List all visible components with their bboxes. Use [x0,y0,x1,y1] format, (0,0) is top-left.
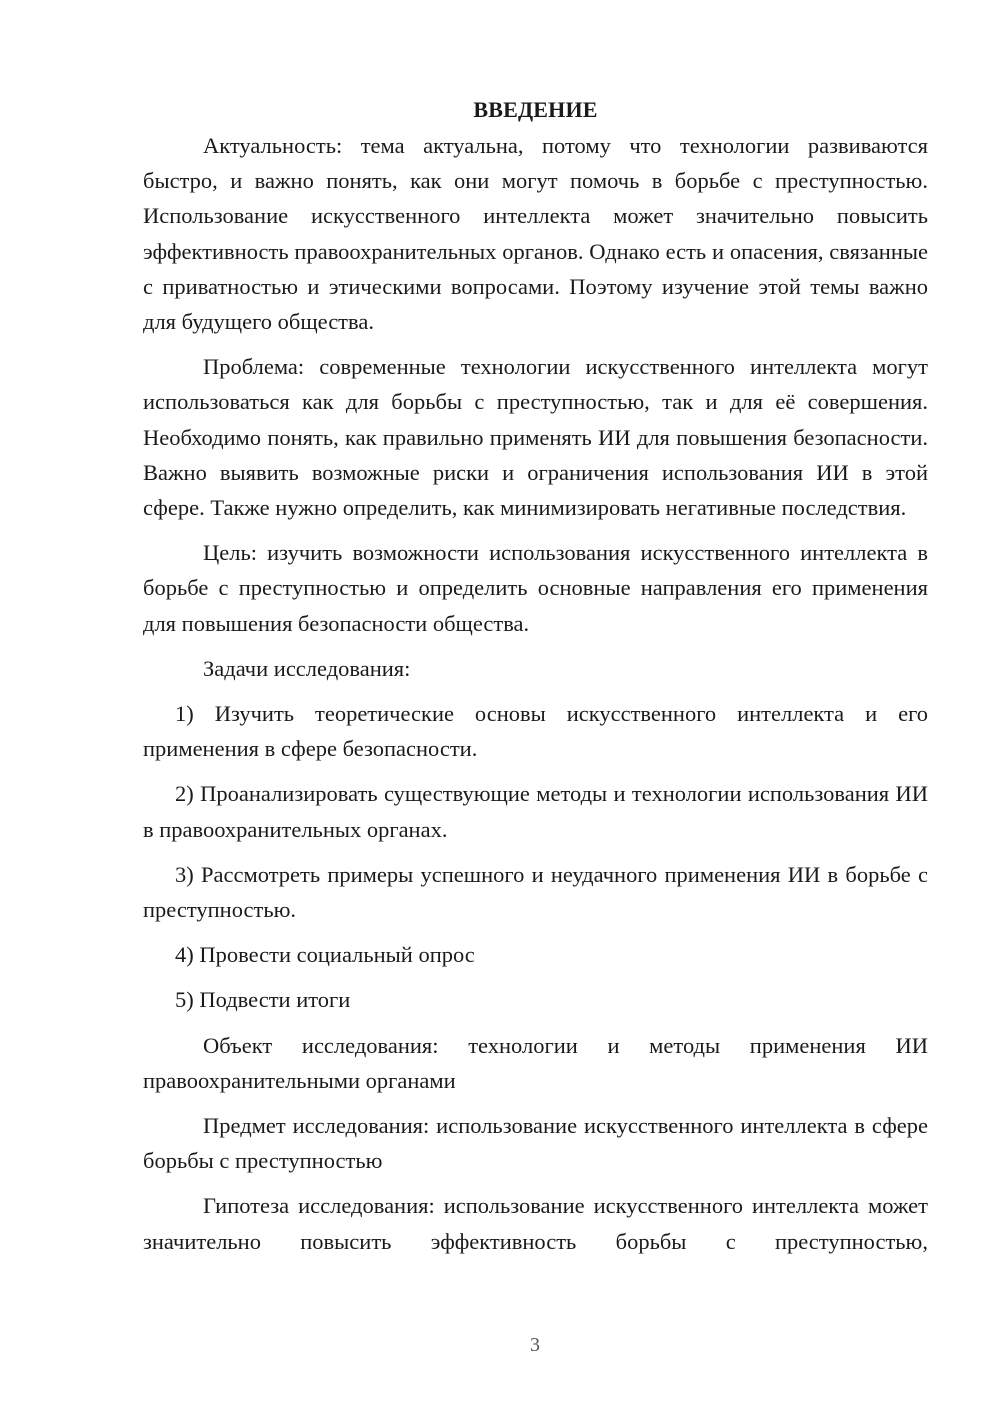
task-item-2: 2) Проанализировать существующие методы и технологии использования ИИ в правоохранительных органах. [143,781,928,842]
hypothesis-paragraph: Гипотеза исследования: использование искусственного интеллекта может значительно повысить эффективность борьбы с преступностью, [143,1193,928,1254]
relevance-paragraph: Актуальность: тема актуальна, потому что технологии развиваются быстро, и важно понять, как они могут помочь в борьбе с преступностью. Использование искусственного интеллекта может значительно повысить эффективность правоохранительных органов. Однако есть и опасения, связанные с приватностью и этическими вопросами. Поэтому изучение этой темы важно для будущего общества. [143,133,928,335]
task-item-1: 1) Изучить теоретические основы искусственного интеллекта и его применения в сфере безопасности. [143,701,928,762]
document-page [143,94,928,1259]
section-heading: ВВЕДЕНИЕ [473,97,598,122]
subject-paragraph: Предмет исследования: использование искусственного интеллекта в сфере борьбы с преступностью [143,1113,928,1174]
goal-paragraph: Цель: изучить возможности использования искусственного интеллекта в борьбе с преступностью и определить основные направления его применения для повышения безопасности общества. [143,540,928,636]
task-item-3: 3) Рассмотреть примеры успешного и неудачного применения ИИ в борьбе с преступностью. [143,861,928,923]
page-number: 3 [530,1334,540,1356]
task-item-5: 5) Подвести итоги [175,987,351,1013]
object-paragraph: Объект исследования: технологии и методы применения ИИ правоохранительными органами [143,1032,928,1093]
tasks-heading: Задачи исследования: [203,655,411,681]
problem-paragraph: Проблема: современные технологии искусственного интеллекта могут использоваться как для борьбы с преступностью, так и для её совершения. Необходимо понять, как правильно применять ИИ для повышения безопасности. Важно выявить возможные риски и ограничения использования ИИ в этой сфере. Также нужно определить, как минимизировать негативные последствия. [143,354,928,521]
task-item-4: 4) Провести социальный опрос [175,942,475,968]
